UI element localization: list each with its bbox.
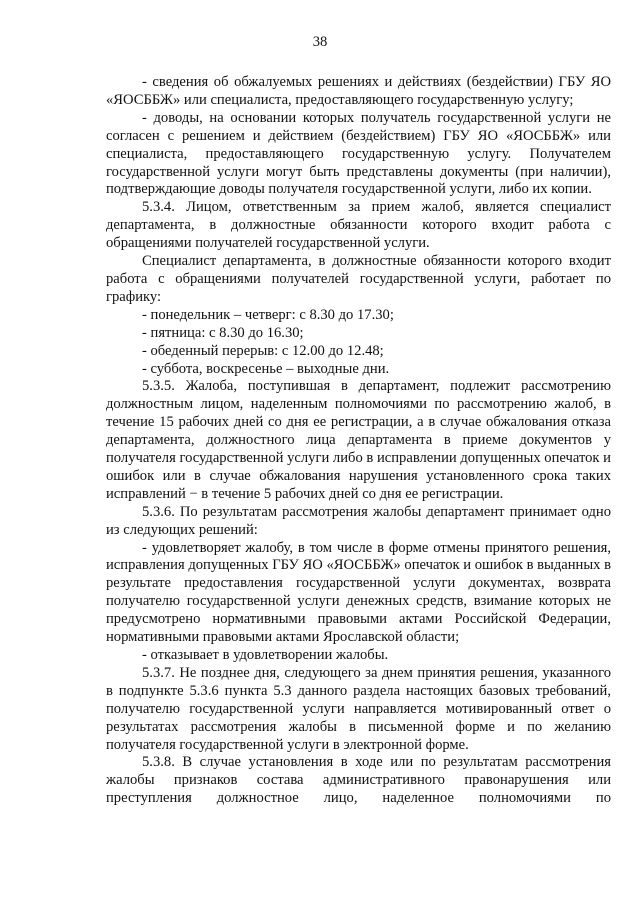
paragraph: 5.3.7. Не позднее дня, следующего за днем принятия решения, указанного в подпункте 5.3.6 пункта 5.3 данного раздела настоящих базовых требований, получателю государственной услуги направляется мотивированный ответ о результатах рассмотрения жалобы в письменной форме и по желанию получателя государственной услуги в электронной форме. [106, 664, 611, 753]
list-item: - понедельник – четверг: с 8.30 до 17.30; [142, 306, 394, 323]
paragraph: 5.3.5. Жалоба, поступившая в департамент, подлежит рассмотрению должностным лицом, наделенным полномочиями по рассмотрению жалоб, в течение 15 рабочих дней со дня ее регистрации, а в случае обжалования отказа департамента, должностного лица департамента в приеме документов у получателя государственной услуги либо в исправлении допущенных опечаток и ошибок или в случае обжалования нарушения установленного срока таких исправлений − в течение 5 рабочих дней со дня ее регистрации. [106, 378, 611, 502]
paragraph: 5.3.6. По результатам рассмотрения жалобы департамент принимает одно из следующих решений: [106, 503, 611, 538]
body-text [106, 74, 611, 808]
page-number: 38 [312, 34, 328, 50]
paragraph: Специалист департамента, в должностные обязанности которого входит работа с обращениями получателей государственной услуги, работает по графику: [106, 253, 611, 305]
list-item: - обеденный перерыв: с 12.00 до 12.48; [142, 342, 384, 359]
list-item: - пятница: с 8.30 до 16.30; [142, 324, 304, 341]
list-item: - удовлетворяет жалобу, в том числе в форме отмены принятого решения, исправления допущенных ГБУ ЯО «ЯОСББЖ» опечаток и ошибок в выданных в результате предоставления государственной услуги документах, возврата получателю государственной услуги денежных средств, взимание которых не предусмотрено нормативными правовыми актами Российской Федерации, нормативными правовыми актами Ярославской области; [106, 539, 611, 646]
list-item: - отказывает в удовлетворении жалобы. [142, 647, 389, 663]
paragraph: 5.3.4. Лицом, ответственным за прием жалоб, является специалист департамента, в должностные обязанности которого входит работа с обращениями получателей государственной услуги. [106, 199, 611, 252]
list-item: - суббота, воскресенье – выходные дни. [142, 360, 390, 377]
paragraph: - доводы, на основании которых получатель государственной услуги не согласен с решением и действием (бездействием) ГБУ ЯО «ЯОСББЖ» или специалиста, предоставляющего государственную услугу. Получателем государственной услуги могут быть представлены документы (при наличии), подтверждающие доводы получателя государственной услуги, либо их копии. [106, 109, 611, 198]
paragraph: - сведения об обжалуемых решениях и действиях (бездействии) ГБУ ЯО «ЯОСББЖ» или специалиста, предоставляющего государственную услугу; [106, 74, 611, 108]
paragraph: 5.3.8. В случае установления в ходе или по результатам рассмотрения жалобы признаков состава административного правонарушения или преступления должностное лицо, наделенное полномочиями по [106, 754, 611, 807]
